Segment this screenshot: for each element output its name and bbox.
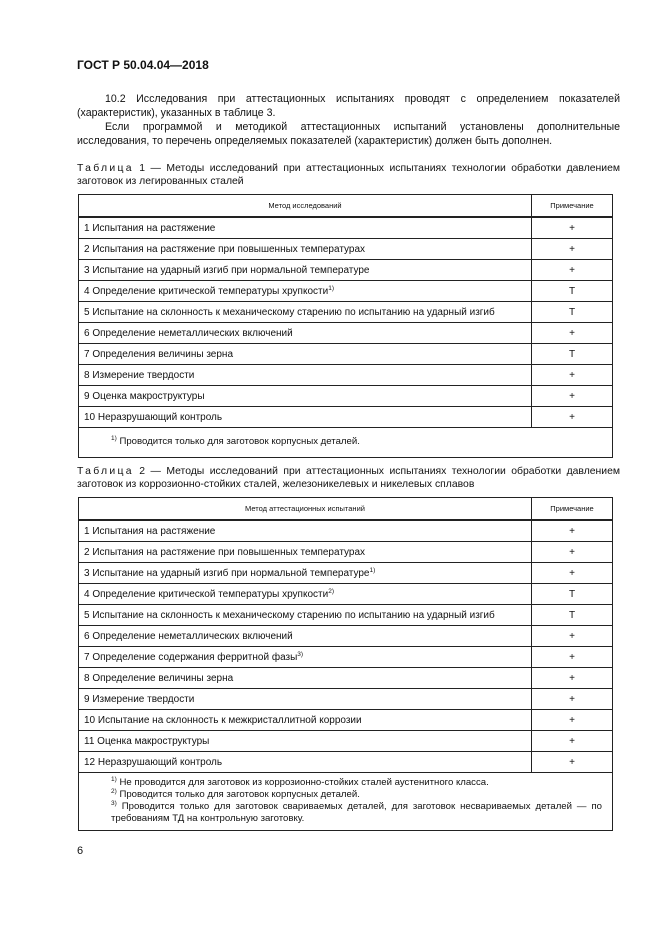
- method-text: 9 Оценка макроструктуры: [84, 390, 205, 402]
- page-number: 6: [77, 845, 84, 857]
- table-row: [79, 344, 613, 365]
- column-header-note: Примечание: [532, 195, 613, 218]
- method-text: 6 Определение неметаллических включений: [84, 630, 293, 642]
- table2-caption: Таблица 2 — Методы исследований при аттестационных испытаниях технологии обработки давлением заготовок из коррозионно-стойких сталей, железоникелевых и никелевых сплавов: [77, 466, 621, 490]
- table-row: [79, 260, 613, 281]
- note-cell: +: [532, 731, 613, 752]
- method-text: 4 Определение критической температуры хрупкости: [84, 285, 329, 297]
- footnote: [111, 777, 602, 789]
- method-cell: [79, 365, 532, 386]
- note-cell: +: [532, 668, 613, 689]
- method-text: 5 Испытание на склонность к механическому старению по испытанию на ударный изгиб: [84, 609, 495, 621]
- method-cell: [79, 668, 532, 689]
- method-text: 9 Измерение твердости: [84, 693, 195, 705]
- table-row: [79, 217, 613, 239]
- column-header-note: Примечание: [532, 498, 613, 521]
- footnote-mark: 1): [111, 776, 117, 783]
- table-row: [79, 752, 613, 773]
- method-text: 8 Определение величины зерна: [84, 672, 234, 684]
- footnote-ref: 2): [328, 587, 334, 595]
- method-cell: [79, 323, 532, 344]
- method-text: 1 Испытания на растяжение: [84, 525, 216, 537]
- method-text: 2 Испытания на растяжение при повышенных температурах: [84, 546, 366, 558]
- method-text: 3 Испытание на ударный изгиб при нормальной температуре: [84, 567, 370, 579]
- table-2: [78, 497, 613, 831]
- note-cell: Т: [532, 584, 613, 605]
- table-row: [79, 626, 613, 647]
- note-cell: +: [532, 563, 613, 584]
- method-text: 12 Неразрушающий контроль: [84, 756, 223, 768]
- footnote-row: [79, 428, 613, 458]
- note-cell: +: [532, 260, 613, 281]
- note-cell: +: [532, 239, 613, 260]
- table-header-row: [79, 498, 613, 521]
- note-cell: Т: [532, 302, 613, 323]
- method-text: 5 Испытание на склонность к механическому старению по испытанию на ударный изгиб: [84, 306, 495, 318]
- table-row: [79, 365, 613, 386]
- footnote-ref: 3): [297, 650, 304, 658]
- method-cell: [79, 520, 532, 542]
- method-text: 10 Испытание на склонность к межкристаллитной коррозии: [84, 714, 362, 726]
- paragraph-additional: Если программой и методикой аттестационных испытаний установлены дополнительные исследования, то перечень определяемых показателей (характеристик) должен быть дополнен.: [77, 121, 620, 147]
- method-cell: [79, 386, 532, 407]
- footnote-row: [79, 773, 613, 831]
- table1-caption: Таблица 1 — Методы исследований при аттестационных испытаниях технологии обработки давлением заготовок из легированных сталей: [77, 163, 621, 187]
- method-cell: [79, 752, 532, 773]
- method-cell: [79, 542, 532, 563]
- method-text: 7 Определения величины зерна: [84, 348, 234, 360]
- note-cell: +: [532, 647, 613, 668]
- note-cell: Т: [532, 344, 613, 365]
- footnote-ref: 1): [369, 566, 376, 574]
- table-1: [78, 194, 613, 458]
- note-cell: +: [532, 626, 613, 647]
- method-cell: [79, 731, 532, 752]
- footnote: [111, 436, 602, 448]
- method-text: 10 Неразрушающий контроль: [84, 411, 223, 423]
- method-cell: [79, 710, 532, 731]
- method-cell: [79, 605, 532, 626]
- note-cell: +: [532, 323, 613, 344]
- note-cell: +: [532, 520, 613, 542]
- paragraph-10-2: 10.2 Исследования при аттестационных испытаниях проводят с определением показателей (характеристик), указанных в таблице 3.: [77, 93, 620, 119]
- footnote-text: Проводится только для заготовок корпусных деталей.: [119, 789, 360, 800]
- table-row: [79, 584, 613, 605]
- footnote-text: Проводится только для заготовок корпусных деталей.: [119, 436, 360, 447]
- method-text: 11 Оценка макроструктуры: [84, 735, 210, 747]
- table-row: [79, 710, 613, 731]
- method-cell: [79, 584, 532, 605]
- method-cell: [79, 239, 532, 260]
- table-row: [79, 281, 613, 302]
- note-cell: +: [532, 217, 613, 239]
- note-cell: Т: [532, 605, 613, 626]
- method-text: 1 Испытания на растяжение: [84, 222, 216, 234]
- note-cell: +: [532, 689, 613, 710]
- table-row: [79, 689, 613, 710]
- table-row: [79, 323, 613, 344]
- document-header: ГОСТ Р 50.04.04—2018: [77, 58, 209, 72]
- table-row: [79, 563, 613, 584]
- method-cell: [79, 260, 532, 281]
- column-header-method: Метод исследований: [79, 195, 532, 218]
- footnote-mark: 3): [111, 800, 117, 807]
- note-cell: +: [532, 386, 613, 407]
- table-row: [79, 668, 613, 689]
- table-row: [79, 302, 613, 323]
- method-cell: [79, 344, 532, 365]
- method-cell: [79, 407, 532, 428]
- method-cell: [79, 281, 532, 302]
- method-cell: [79, 626, 532, 647]
- table-row: [79, 386, 613, 407]
- column-header-method: Метод аттестационных испытаний: [79, 498, 532, 521]
- method-text: 3 Испытание на ударный изгиб при нормальной температуре: [84, 264, 370, 276]
- method-cell: [79, 217, 532, 239]
- table-row: [79, 731, 613, 752]
- footnotes-cell: [79, 773, 613, 831]
- footnote: [111, 789, 602, 801]
- footnote-mark: 2): [111, 788, 117, 795]
- table-row: [79, 407, 613, 428]
- method-text: 6 Определение неметаллических включений: [84, 327, 293, 339]
- method-text: 8 Измерение твердости: [84, 369, 195, 381]
- footnote-ref: 1): [328, 284, 334, 292]
- method-text: 4 Определение критической температуры хрупкости: [84, 588, 329, 600]
- footnote: [111, 801, 602, 825]
- note-cell: +: [532, 407, 613, 428]
- note-cell: +: [532, 752, 613, 773]
- note-cell: +: [532, 710, 613, 731]
- footnote-text: Проводится только для заготовок свариваемых деталей, для заготовок несвариваемых деталей — по требованиям ТД на контрольную заготовку.: [111, 801, 602, 824]
- note-cell: Т: [532, 281, 613, 302]
- table-header-row: [79, 195, 613, 218]
- method-cell: [79, 563, 532, 584]
- table-row: [79, 605, 613, 626]
- method-text: 7 Определение содержания ферритной фазы: [84, 651, 298, 663]
- method-cell: [79, 647, 532, 668]
- note-cell: +: [532, 542, 613, 563]
- table-row: [79, 239, 613, 260]
- footnote-text: Не проводится для заготовок из коррозионно-стойких сталей аустенитного класса.: [119, 777, 489, 788]
- method-text: 2 Испытания на растяжение при повышенных температурах: [84, 243, 366, 255]
- footnote-mark: 1): [111, 435, 117, 442]
- method-cell: [79, 689, 532, 710]
- table-row: [79, 520, 613, 542]
- footnotes-cell: [79, 428, 613, 458]
- method-cell: [79, 302, 532, 323]
- table-row: [79, 542, 613, 563]
- table-row: [79, 647, 613, 668]
- note-cell: +: [532, 365, 613, 386]
